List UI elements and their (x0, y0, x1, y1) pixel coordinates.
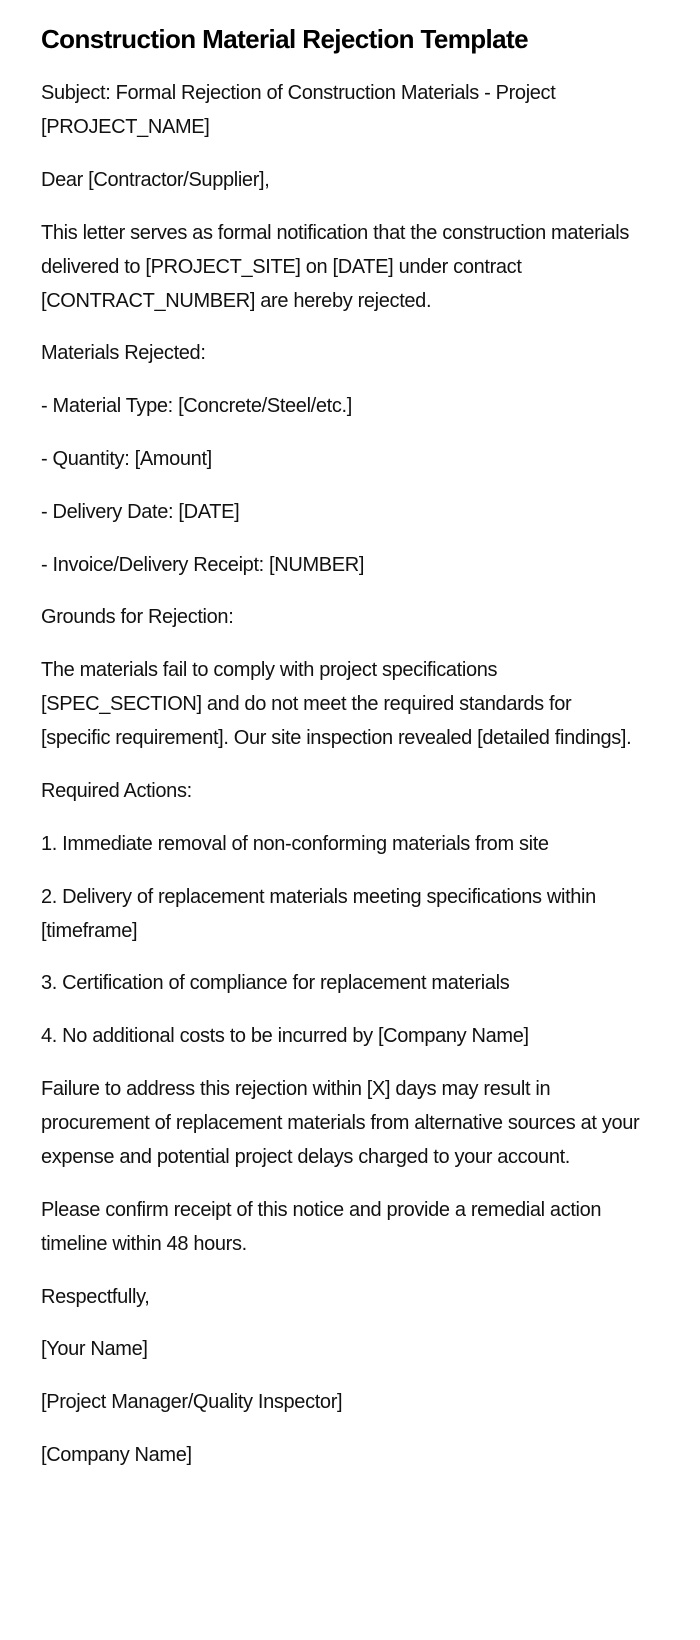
action-item-replacement: 2. Delivery of replacement materials meeting specifications within [timeframe] (41, 885, 596, 942)
request-paragraph: Please confirm receipt of this notice and provide a remedial action timeline within 48 hours. (41, 1198, 602, 1255)
material-item-type: - Material Type: [Concrete/Steel/etc.] (41, 395, 352, 418)
action-item-certification: 3. Certification of compliance for replacement materials (41, 972, 510, 995)
signature-company: [Company Name] (41, 1443, 192, 1466)
material-item-quantity: - Quantity: [Amount] (41, 447, 212, 470)
materials-heading: Materials Rejected: (41, 342, 206, 365)
signature-name: [Your Name] (41, 1338, 148, 1361)
grounds-heading: Grounds for Rejection: (41, 606, 234, 629)
material-item-invoice: - Invoice/Delivery Receipt: [NUMBER] (41, 553, 365, 576)
actions-heading: Required Actions: (41, 779, 192, 802)
signature-role: [Project Manager/Quality Inspector] (41, 1391, 343, 1414)
document-title: Construction Material Rejection Template (41, 24, 528, 54)
action-item-costs: 4. No additional costs to be incurred by [Company Name] (41, 1025, 529, 1048)
subject-line: Subject: Formal Rejection of Construction Materials - Project [PROJECT_NAME] (41, 82, 556, 138)
material-item-delivery-date: - Delivery Date: [DATE] (41, 500, 240, 523)
closing: Respectfully, (41, 1285, 150, 1308)
action-item-removal: 1. Immediate removal of non-conforming materials from site (41, 832, 549, 855)
salutation: Dear [Contractor/Supplier], (41, 168, 270, 191)
intro-paragraph: This letter serves as formal notification that the construction materials delivered to [PROJECT_SITE] on [DATE] under contract [CONTRACT_NUMBER] are hereby rejected. (41, 221, 630, 312)
grounds-paragraph: The materials fail to comply with project specifications [SPEC_SECTION] and do not meet the required standards for [specific requirement]. Our site inspection revealed [detailed findings]. (41, 659, 632, 750)
consequence-paragraph: Failure to address this rejection within [X] days may result in procurement of replacement materials from alternative sources at your expense and potential project delays charged to your account. (41, 1077, 640, 1168)
